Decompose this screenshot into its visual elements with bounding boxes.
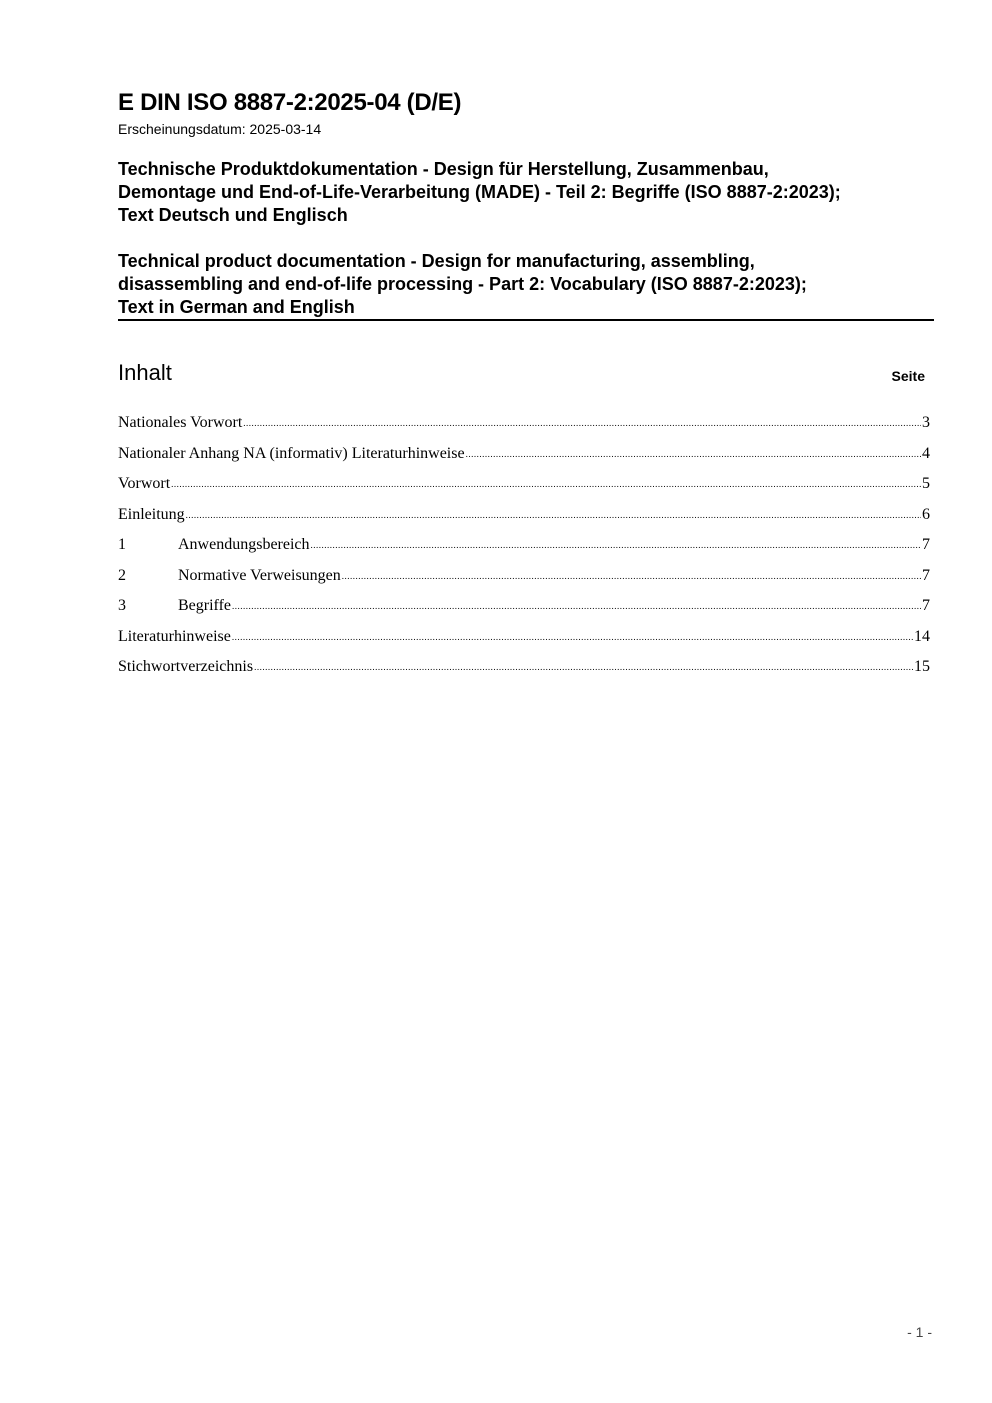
toc-entry-page: 15 <box>914 658 930 675</box>
publication-date: Erscheinungsdatum: 2025-03-14 <box>118 121 322 137</box>
title-english-line: disassembling and end-of-life processing - Part 2: Vocabulary (ISO 8887-2:2023); <box>118 274 807 294</box>
toc-entry-page: 7 <box>922 536 930 553</box>
toc-entry-stichwortverzeichnis[interactable] <box>118 658 930 689</box>
title-english-line: Text in German and English <box>118 297 355 317</box>
toc-entry-text: Nationaler Anhang NA (informativ) Literaturhinweise <box>118 444 465 462</box>
toc-leader-dots <box>186 510 921 520</box>
toc-entry-text: Literaturhinweise <box>118 627 231 645</box>
page-number: - 1 - <box>907 1324 932 1340</box>
toc-leader-dots <box>342 571 921 581</box>
toc-entry-number: 1 <box>118 536 126 553</box>
toc-entry-literaturhinweise[interactable] <box>118 628 930 659</box>
toc-entry-begriffe[interactable] <box>118 597 930 628</box>
toc-leader-dots <box>171 479 921 489</box>
toc-leader-dots <box>232 601 921 611</box>
toc-entry-nationaler-anhang[interactable] <box>118 445 930 476</box>
toc-entry-text: Begriffe <box>178 597 232 614</box>
toc-entry-nationales-vorwort[interactable] <box>118 414 930 445</box>
toc-entry-page: 5 <box>922 475 930 492</box>
toc-entry-text: Anwendungsbereich <box>178 536 310 553</box>
toc-entry-normative-verweisungen[interactable] <box>118 567 930 598</box>
toc-leader-dots <box>232 632 913 642</box>
toc-entry-anwendungsbereich[interactable] <box>118 536 930 567</box>
toc-leader-dots <box>466 449 921 459</box>
toc-entry-page: 6 <box>922 505 930 523</box>
toc-entry-number: 3 <box>118 597 126 614</box>
title-german-line: Text Deutsch und Englisch <box>118 205 348 225</box>
toc-entry-einleitung[interactable] <box>118 506 930 537</box>
toc-page-column-label: Seite <box>891 368 925 384</box>
toc-entry-page: 7 <box>922 597 930 614</box>
toc-heading: Inhalt <box>118 360 172 385</box>
table-of-contents <box>118 414 930 689</box>
title-english-line: Technical product documentation - Design for manufacturing, assembling, <box>118 251 755 271</box>
toc-entry-page: 14 <box>914 627 930 645</box>
document-title: E DIN ISO 8887-2:2025-04 (D/E) <box>118 89 462 116</box>
toc-entry-page: 4 <box>922 444 930 462</box>
toc-entry-text: Nationales Vorwort <box>118 414 243 431</box>
toc-entry-page: 3 <box>922 414 930 431</box>
title-german <box>118 158 934 227</box>
title-divider <box>118 319 934 321</box>
toc-entry-text: Stichwortverzeichnis <box>118 658 254 675</box>
toc-leader-dots <box>254 662 913 672</box>
toc-entry-vorwort[interactable] <box>118 475 930 506</box>
title-german-line: Demontage und End-of-Life-Verarbeitung (MADE) - Teil 2: Begriffe (ISO 8887-2:2023); <box>118 182 841 202</box>
toc-entry-number: 2 <box>118 566 126 584</box>
toc-entry-text: Normative Verweisungen <box>178 566 341 584</box>
toc-entry-text: Einleitung <box>118 505 185 523</box>
toc-entry-text: Vorwort <box>118 475 171 492</box>
title-german-line: Technische Produktdokumentation - Design für Herstellung, Zusammenbau, <box>118 159 769 179</box>
toc-leader-dots <box>311 540 921 550</box>
toc-leader-dots <box>243 418 921 428</box>
title-english <box>118 250 934 319</box>
toc-entry-page: 7 <box>922 566 930 584</box>
